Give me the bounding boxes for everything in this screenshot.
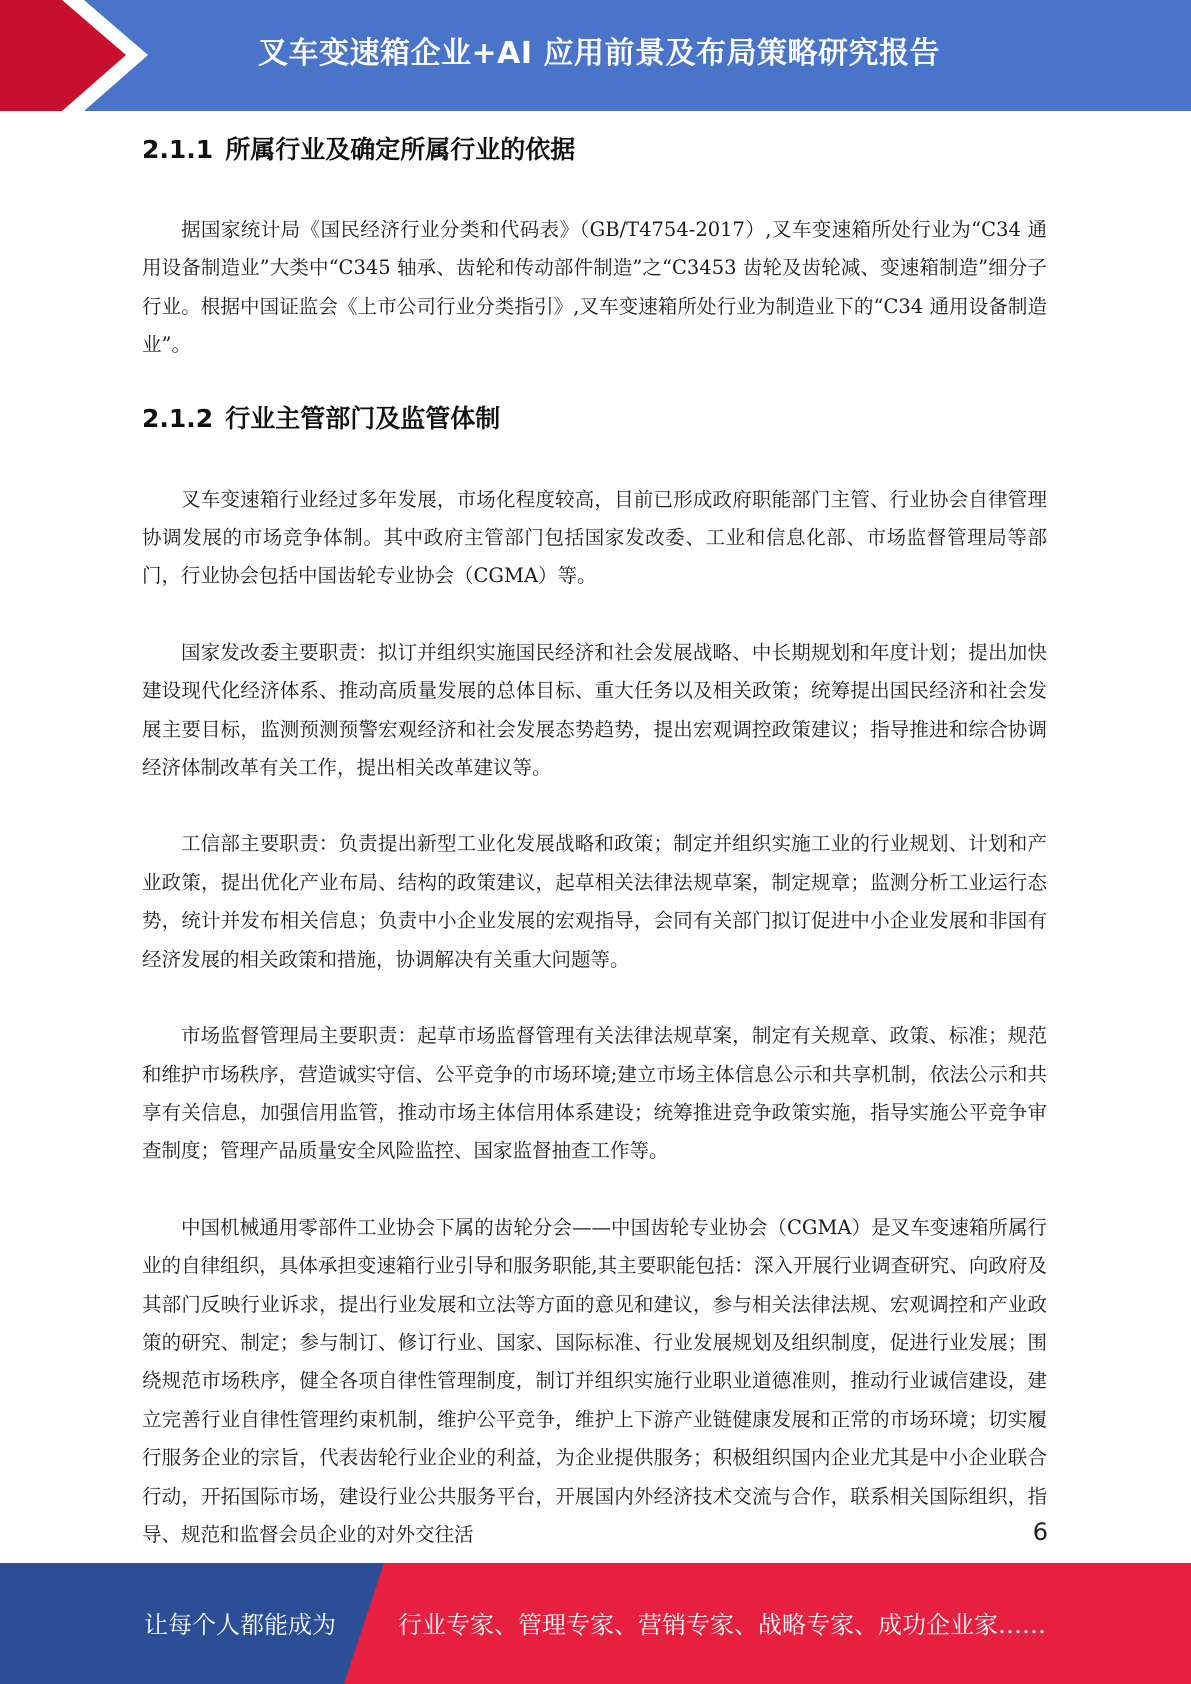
footer-slogan-right: 行业专家、管理专家、营销专家、战略专家、成功企业家…… [398,1611,1046,1639]
section-number: 2.1.1 [142,135,214,164]
paragraph: 国家发改委主要职责：拟订并组织实施国民经济和社会发展战略、中长期规划和年度计划；提出加快建设现代化经济体系、推动高质量发展的总体目标、重大任务以及相关政策；统筹提出国民经济和社会发展主要目标，监测预测预警宏观经济和社会发展态势趋势，提出宏观调控政策建议；指导推进和综合协调经济体制改革有关工作，提出相关改革建议等。 [142,640,1047,780]
paragraph: 据国家统计局《国民经济行业分类和代码表》（GB/T4754-2017）,叉车变速箱所处行业为“C34 通用设备制造业”大类中“C345 轴承、齿轮和传动部件制造”之“C3453 齿轮及齿轮减、变速箱制造”细分子行业。根据中国证监会《上市公司行业分类指引》,叉车变速箱所处行业为制造业下的“C34 通用设备制造业”。 [142,218,1047,357]
section-heading [142,395,1047,443]
section-number: 2.1.2 [142,403,214,433]
section-title: 行业主管部门及监管体制 [225,403,501,433]
report-title: 叉车变速箱企业+AI 应用前景及布局策略研究报告 [258,36,940,71]
paragraph: 工信部主要职责：负责提出新型工业化发展战略和政策；制定并组织实施工业的行业规划、计划和产业政策，提出优化产业布局、结构的政策建议，起草相关法律法规草案，制定规章；监测分析工业运行态势，统计并发布相关信息；负责中小企业发展的宏观指导，会同有关部门拟订促进中小企业发展和非国有经济发展的相关政策和措施，协调解决有关重大问题等。 [142,832,1047,971]
paragraph: 市场监督管理局主要职责：起草市场监督管理有关法律法规草案，制定有关规章、政策、标准；规范和维护市场秩序，营造诚实守信、公平竞争的市场环境;建立市场主体信息公示和共享机制，依法公示和共享有关信息，加强信用监管，推动市场主体信用体系建设；统筹推进竞争政策实施，指导实施公平竞争审查制度；管理产品质量安全风险监控、国家监督抽查工作等。 [142,1024,1047,1163]
document-body [142,126,1047,1554]
page-number: 6 [1032,1518,1048,1546]
paragraph: 叉车变速箱行业经过多年发展，市场化程度较高，目前已形成政府职能部门主管、行业协会自律管理协调发展的市场竞争体制。其中政府主管部门包括国家发改委、工业和信息化部、市场监督管理局等部门，行业协会包括中国齿轮专业协会（CGMA）等。 [142,487,1047,588]
footer-slogan-left: 让每个人都能成为 [144,1611,336,1639]
paragraph: 中国机械通用零部件工业协会下属的齿轮分会——中国齿轮专业协会（CGMA）是叉车变速箱所属行业的自律组织，具体承担变速箱行业引导和服务职能,其主要职能包括：深入开展行业调查研究、向政府及其部门反映行业诉求，提出行业发展和立法等方面的意见和建议，参与相关法律法规、宏观调控和产业政策的研究、制定；参与制订、修订行业、国家、国际标准、行业发展规划及组织制度，促进行业发展；围绕规范市场秩序，健全各项自律性管理制度，制订并组织实施行业职业道德准则，推动行业诚信建设，建立完善行业自律性管理约束机制，维护公平竞争，维护上下游产业链健康发展和正常的市场环境；切实履行服务企业的宗旨，代表齿轮行业企业的利益，为企业提供服务；积极组织国内企业尤其是中小企业联合行动，开拓国际市场，建设行业公共服务平台，开展国内外经济技术交流与合作，联系相关国际组织，指导、规范和监督会员企业的对外交往活 [142,1215,1047,1546]
section-heading [142,126,1047,174]
section-title: 所属行业及确定所属行业的依据 [225,135,576,164]
page-header [0,0,1191,111]
page-footer [0,1563,1191,1684]
